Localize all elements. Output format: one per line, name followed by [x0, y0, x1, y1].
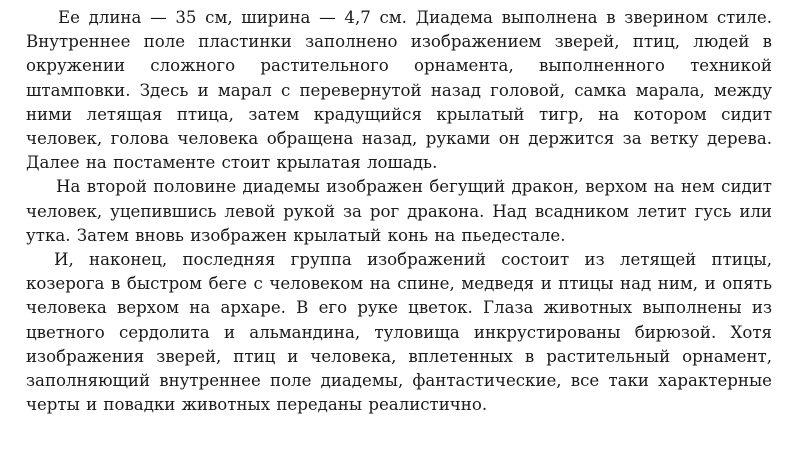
- paragraph-last-group: И, наконец, последняя группа изображений состоит из летящей птицы, козерога в быстром беге с человеком на спине, медведя и птицы над ним, и опять человека верхом на архаре. В его руке цветок. Глаза животных выполнены из цветного сердолита и альмандина, туловища инкрустированы бирюзой. Хотя изображения зверей, птиц и человека, вплетенных в растительный орнамент, заполняющий внутреннее поле диадемы, фантастические, все таки характерные черты и повадки животных переданы реалистично.: [26, 250, 772, 415]
- paragraph-dragon-rider: На второй половине диадемы изображен бегущий дракон, верхом на нем сидит человек, уцепившись левой рукой за рог дракона. Над всадником летит гусь или утка. Затем вновь изображен крылатый конь на пьедестале.: [26, 177, 772, 245]
- paragraph-diadem-description: Ее длина — 35 см, ширина — 4,7 см. Диадема выполнена в зверином стиле. Внутреннее поле пластинки заполнено изображением зверей, птиц, людей в окружении сложного растительного орнамента, выполненного техникой штамповки. Здесь и марал с перевернутой назад головой, самка марала, между ними летящая птица, затем крадущийся крылатый тигр, на котором сидит человек, голова человека обращена назад, руками он держится за ветку дерева. Далее на постаменте стоит крылатая лошадь.: [26, 8, 772, 173]
